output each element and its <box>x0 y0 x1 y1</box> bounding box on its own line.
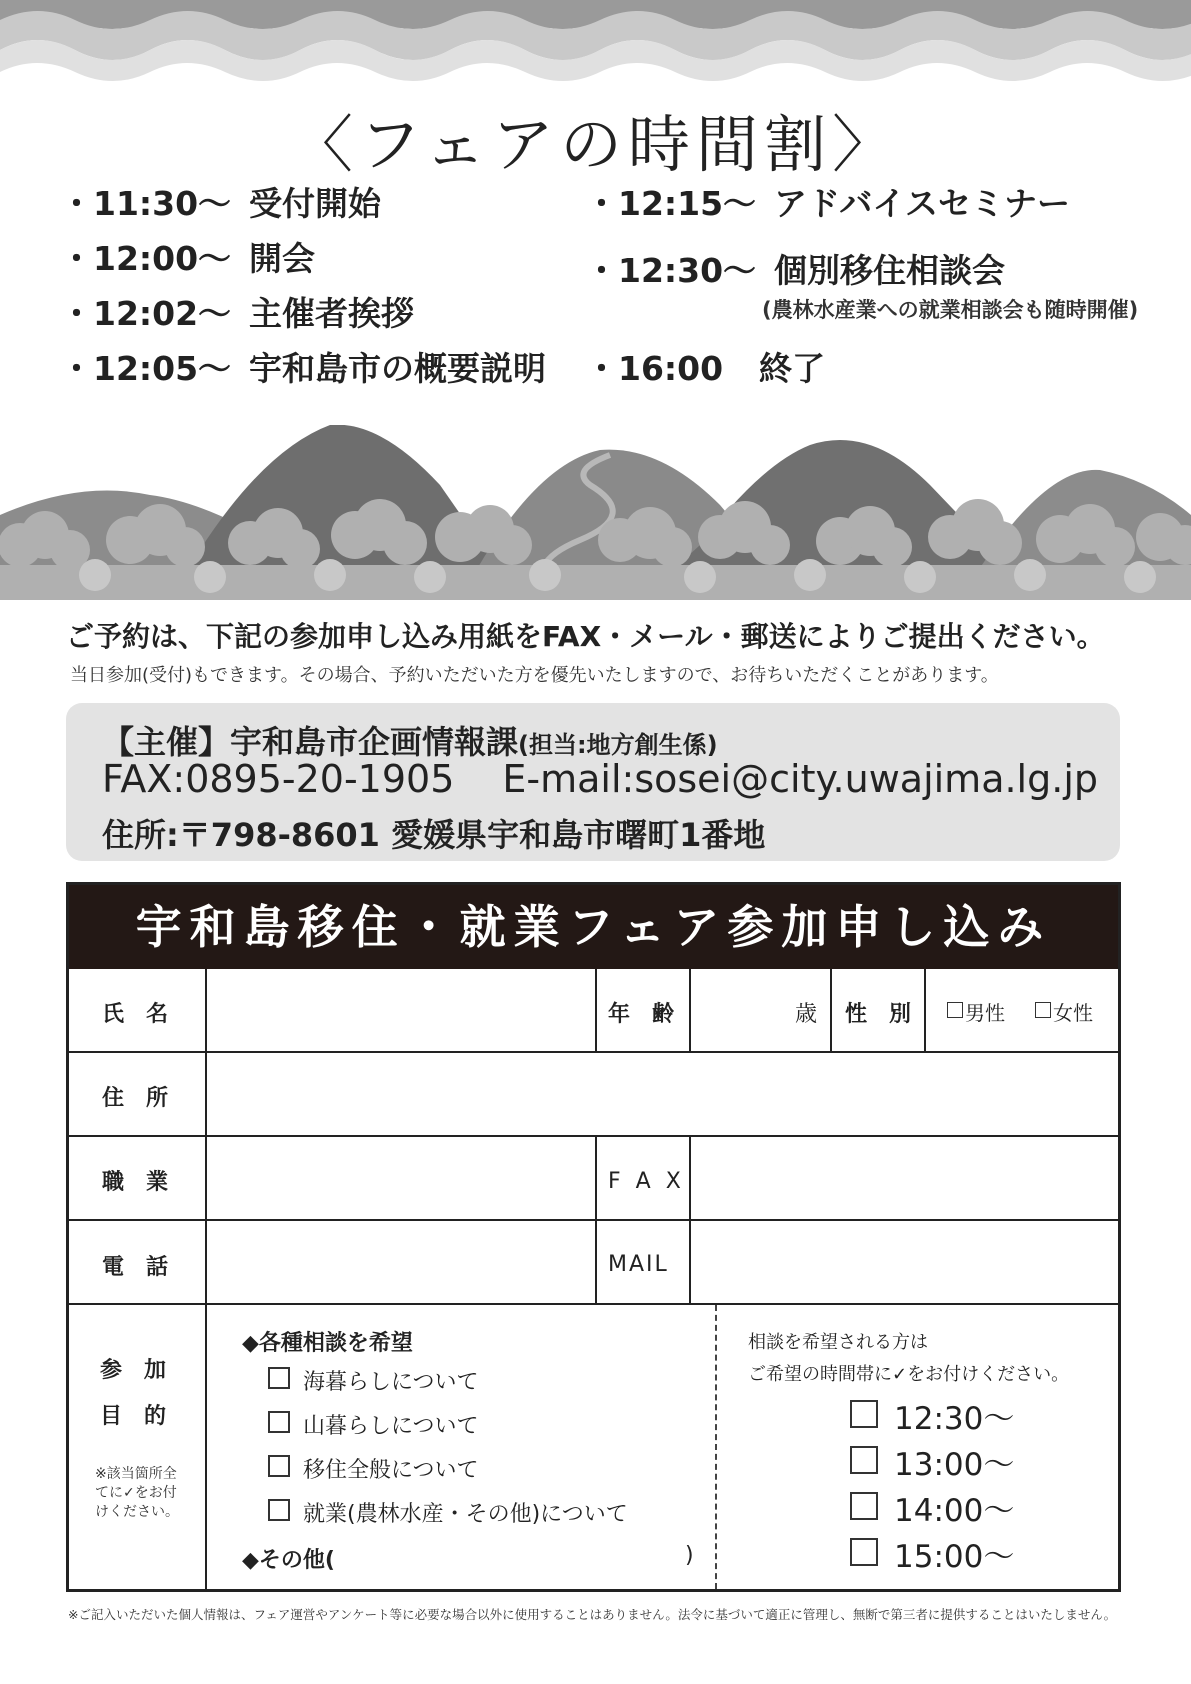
schedule-activity: 個別移住相談会 <box>774 251 1006 290</box>
schedule-note: (農林水産業への就業相談会も随時開催) <box>762 298 1139 322</box>
age-label: 年 齢 <box>608 1002 675 1027</box>
age-unit: 歳 <box>795 1002 818 1027</box>
schedule-item <box>60 178 381 225</box>
consult-checkbox[interactable] <box>268 1411 290 1433</box>
address-field[interactable] <box>208 1054 1118 1134</box>
schedule-time: ・12:30〜 <box>585 251 757 290</box>
column-divider <box>595 969 597 1053</box>
row-divider <box>66 1051 1121 1053</box>
privacy-footnote: ※ご記入いただいた個人情報は、フェア運営やアンケート等に必要な場合以外に使用することはありません。法令に基づいて適正に管理し、無断で第三者に提供することはいたしません。 <box>68 1607 1117 1622</box>
schedule-item <box>60 288 414 335</box>
column-divider <box>205 969 207 1589</box>
consult-option: 就業(農林水産・その他)について <box>303 1502 628 1527</box>
other-close-paren: ) <box>685 1543 694 1568</box>
schedule-activity: 開会 <box>249 239 316 278</box>
consult-option: 山暮らしについて <box>303 1414 479 1439</box>
mountain-illustration <box>0 425 1191 600</box>
row-divider <box>66 1135 1121 1137</box>
schedule-item <box>585 343 825 390</box>
mail-field[interactable] <box>692 1222 1118 1302</box>
mail-label: MAIL <box>608 1252 669 1277</box>
female-label: 女性 <box>1053 1001 1093 1025</box>
time-slot-checkbox[interactable] <box>850 1492 878 1520</box>
female-checkbox[interactable] <box>1035 1002 1051 1018</box>
column-divider <box>689 969 691 1053</box>
schedule-item <box>60 343 546 390</box>
column-divider <box>924 969 926 1053</box>
time-slot-checkbox[interactable] <box>850 1538 878 1566</box>
purpose-label: 参 加 <box>100 1358 167 1383</box>
schedule-time: ・12:02〜 <box>60 294 232 333</box>
purpose-note: ※該当箇所全てに✓をお付けください。 <box>95 1466 179 1520</box>
schedule-time: ・12:05〜 <box>60 349 232 388</box>
phone-field[interactable] <box>208 1222 594 1302</box>
schedule-time: ・11:30〜 <box>60 184 232 223</box>
occupation-label: 職 業 <box>102 1170 169 1195</box>
schedule-activity: 終了 <box>759 349 825 388</box>
time-slot-label: 14:00〜 <box>894 1493 1015 1529</box>
row-divider <box>66 1303 1121 1305</box>
purpose-label: 目 的 <box>100 1404 167 1429</box>
address-label: 住 所 <box>102 1086 169 1111</box>
schedule-item <box>585 245 1005 292</box>
male-checkbox[interactable] <box>947 1002 963 1018</box>
contact-person: (担当:地方創生係) <box>518 731 718 759</box>
consult-option: 移住全般について <box>303 1458 479 1483</box>
time-slot-checkbox[interactable] <box>850 1400 878 1428</box>
other-label: ◆その他( <box>242 1548 335 1573</box>
row-divider <box>66 1219 1121 1221</box>
time-slot-label: 12:30〜 <box>894 1401 1015 1437</box>
schedule-item <box>60 233 315 280</box>
male-label: 男性 <box>965 1001 1005 1025</box>
time-slot-label: 13:00〜 <box>894 1447 1015 1483</box>
dashed-divider <box>715 1305 717 1589</box>
consult-checkbox[interactable] <box>268 1367 290 1389</box>
schedule-activity: 宇和島市の概要説明 <box>249 349 547 388</box>
schedule-item <box>585 178 1070 225</box>
schedule-activity: 受付開始 <box>249 184 382 223</box>
schedule-time: ・12:00〜 <box>60 239 232 278</box>
fax-email-line <box>102 757 1098 801</box>
wave-decoration <box>0 0 1191 90</box>
phone-label: 電 話 <box>102 1255 169 1280</box>
form-title: 宇和島移住・就業フェア参加申し込み <box>69 885 1118 969</box>
column-divider <box>830 969 832 1053</box>
fax-field[interactable] <box>692 1138 1118 1218</box>
time-slot-checkbox[interactable] <box>850 1446 878 1474</box>
column-divider <box>689 1135 691 1305</box>
consult-checkbox[interactable] <box>268 1499 290 1521</box>
postal-address: 住所:〒798-8601 愛媛県宇和島市曙町1番地 <box>102 816 766 854</box>
page-title: 〈フェアの時間割〉 <box>291 108 900 181</box>
gender-label: 性 別 <box>845 1002 912 1027</box>
consult-heading: ◆各種相談を希望 <box>242 1331 413 1356</box>
fax-label: F A X <box>608 1169 685 1194</box>
organizer-name: 【主催】宇和島市企画情報課 <box>102 723 519 761</box>
email-address[interactable]: E-mail:sosei@city.uwajima.lg.jp <box>502 757 1098 801</box>
schedule-activity: アドバイスセミナー <box>774 184 1071 223</box>
time-slot-label: 15:00〜 <box>894 1539 1015 1575</box>
name-field[interactable] <box>208 972 594 1050</box>
schedule-time: ・12:15〜 <box>585 184 757 223</box>
consult-checkbox[interactable] <box>268 1455 290 1477</box>
other-field[interactable] <box>360 1538 680 1574</box>
reservation-notice: ご予約は、下記の参加申し込み用紙をFAX・メール・郵送によりご提出ください。 <box>66 620 1105 653</box>
time-request-text: ご希望の時間帯に✓をお付けください。 <box>748 1364 1070 1385</box>
schedule-activity: 主催者挨拶 <box>249 294 415 333</box>
occupation-field[interactable] <box>208 1138 594 1218</box>
time-request-text: 相談を希望される方は <box>748 1332 928 1353</box>
consult-option: 海暮らしについて <box>303 1370 479 1395</box>
walk-in-notice: 当日参加(受付)もできます。その場合、予約いただいた方を優先いたしますので、お待ちいただくことがあります。 <box>70 665 999 686</box>
column-divider <box>595 1135 597 1305</box>
name-label: 氏 名 <box>102 1002 169 1027</box>
schedule-time: ・16:00 <box>585 349 724 388</box>
fax-number: FAX:0895-20-1905 <box>102 757 455 801</box>
